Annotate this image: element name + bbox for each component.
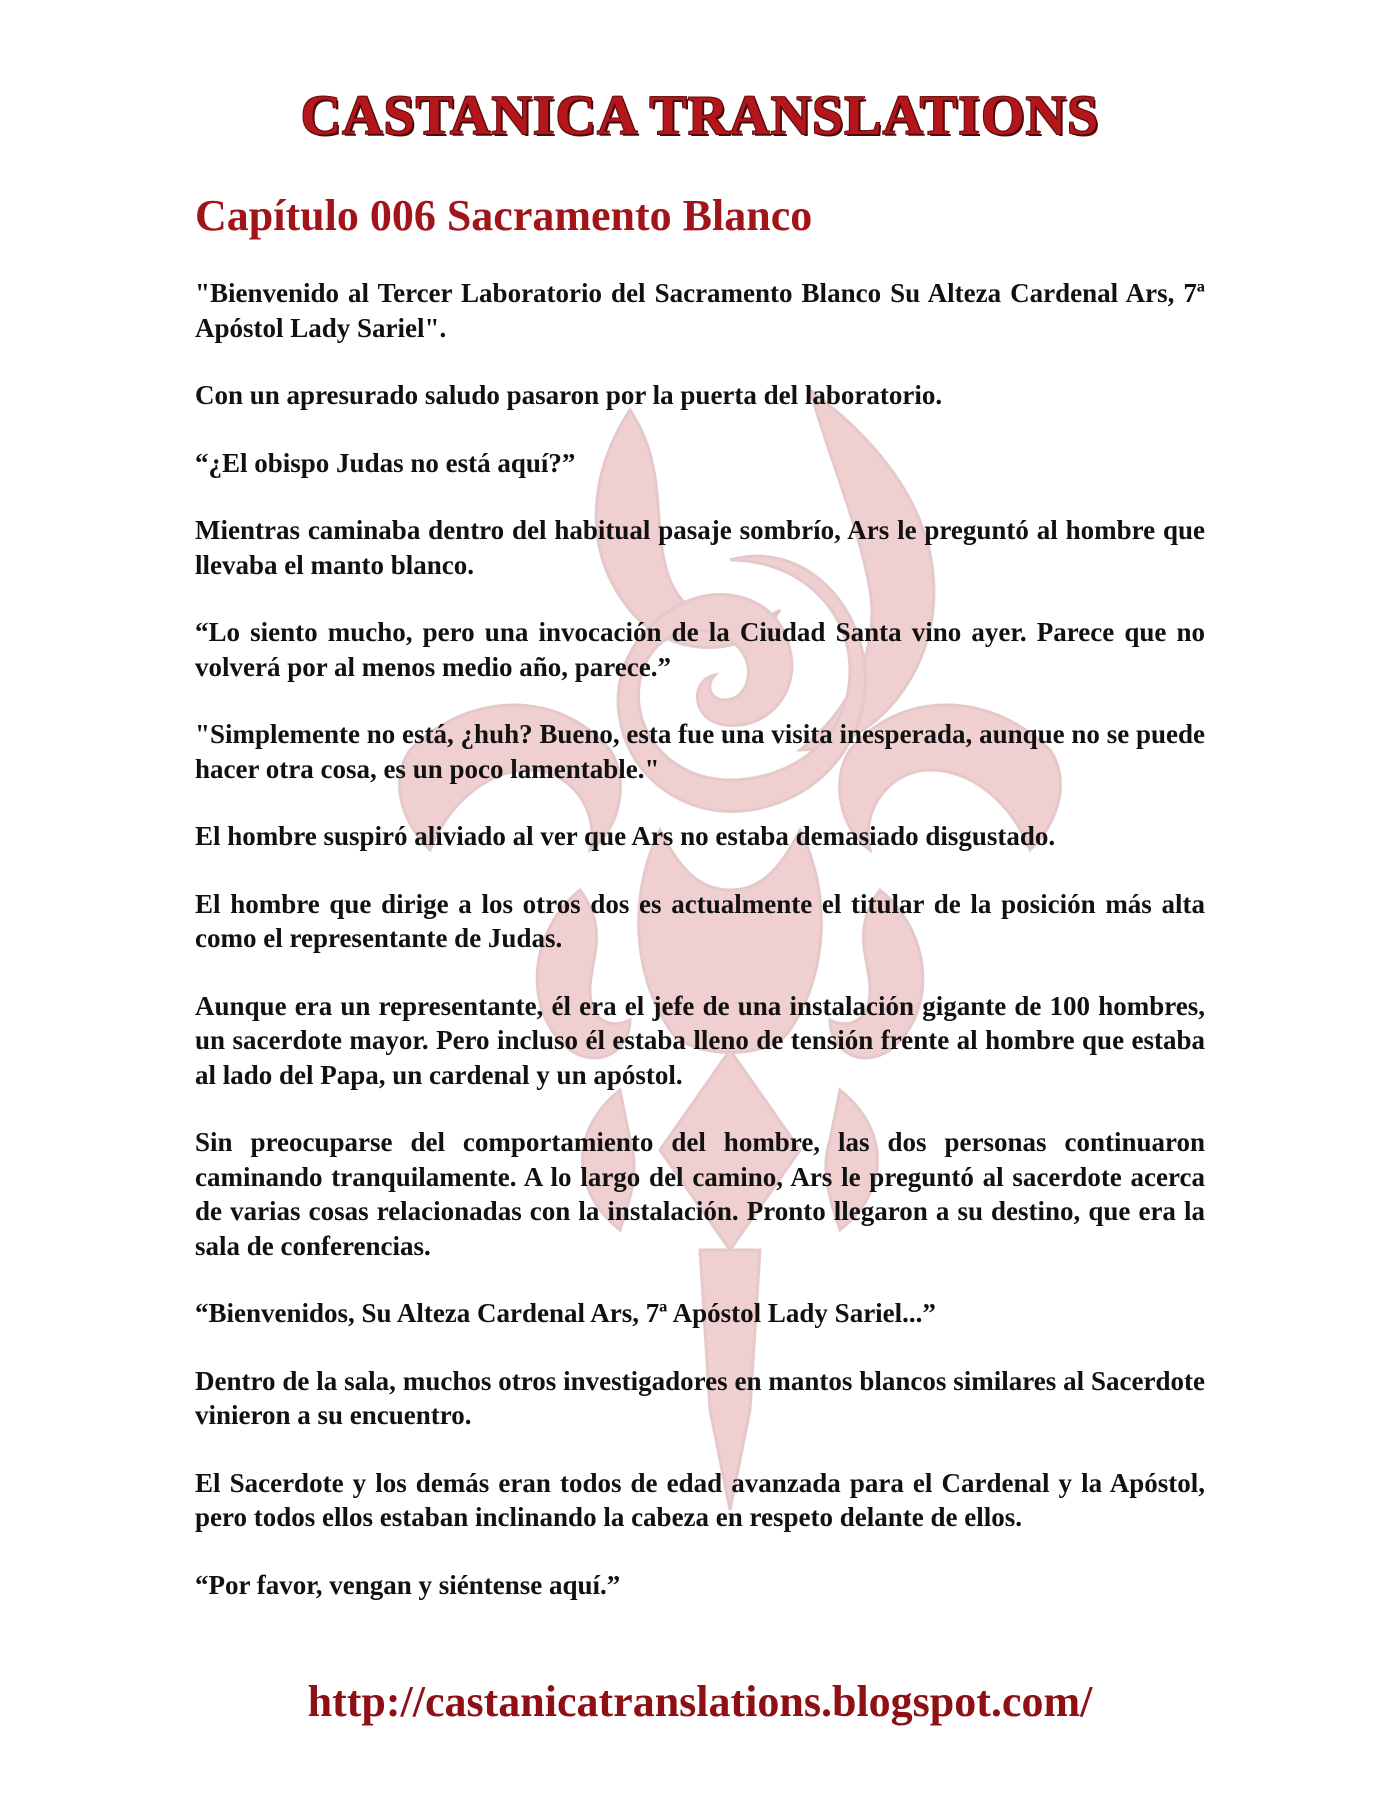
footer-link[interactable]: http://castanicatranslations.blogspot.com/ — [307, 1677, 1093, 1726]
site-title: CASTANICA TRANSLATIONS — [300, 85, 1100, 147]
paragraph: Aunque era un representante, él era el jefe de una instalación gigante de 100 hombres, un sacerdote mayor. Pero incluso él estaba lleno de tensión frente al hombre que estaba al lado del Papa, un cardenal y un apóstol. — [195, 990, 1205, 1090]
paragraph: Con un apresurado saludo pasaron por la puerta del laboratorio. — [195, 380, 943, 410]
paragraph: “Lo siento mucho, pero una invocación de la Ciudad Santa vino ayer. Parece que no volverá por al menos medio año, parece.” — [195, 617, 1205, 682]
paragraph: Mientras caminaba dentro del habitual pasaje sombrío, Ars le preguntó al hombre que llevaba el manto blanco. — [195, 515, 1205, 580]
chapter-body — [195, 276, 1205, 1635]
paragraph: El hombre que dirige a los otros dos es actualmente el titular de la posición más alta como el representante de Judas. — [195, 888, 1205, 953]
paragraph: El hombre suspiró aliviado al ver que Ars no estaba demasiado disgustado. — [195, 821, 1056, 851]
paragraph: “¿El obispo Judas no está aquí?” — [195, 447, 576, 478]
chapter-title: Capítulo 006 Sacramento Blanco — [195, 191, 813, 240]
paragraph: Sin preocuparse del comportamiento del hombre, las dos personas continuaron caminando tranquilamente. A lo largo del camino, Ars le preguntó al sacerdote acerca de varias cosas relacionadas con la instalación. Pronto llegaron a su destino, que era la sala de conferencias. — [195, 1127, 1205, 1261]
paragraph: “Por favor, vengan y siéntense aquí.” — [195, 1569, 621, 1600]
paragraph: "Bienvenido al Tercer Laboratorio del Sacramento Blanco Su Alteza Cardenal Ars, 7ª Apóstol Lady Sariel". — [195, 278, 1205, 343]
paragraph: "Simplemente no está, ¿huh? Bueno, esta fue una visita inesperada, aunque no se puede hacer otra cosa, es un poco lamentable." — [195, 719, 1205, 784]
paragraph: El Sacerdote y los demás eran todos de edad avanzada para el Cardenal y la Apóstol, pero todos ellos estaban inclinando la cabeza en respeto delante de ellos. — [195, 1467, 1205, 1532]
paragraph: Dentro de la sala, muchos otros investigadores en mantos blancos similares al Sacerdote vinieron a su encuentro. — [195, 1365, 1205, 1430]
paragraph: “Bienvenidos, Su Alteza Cardenal Ars, 7ª Apóstol Lady Sariel...” — [195, 1298, 936, 1328]
